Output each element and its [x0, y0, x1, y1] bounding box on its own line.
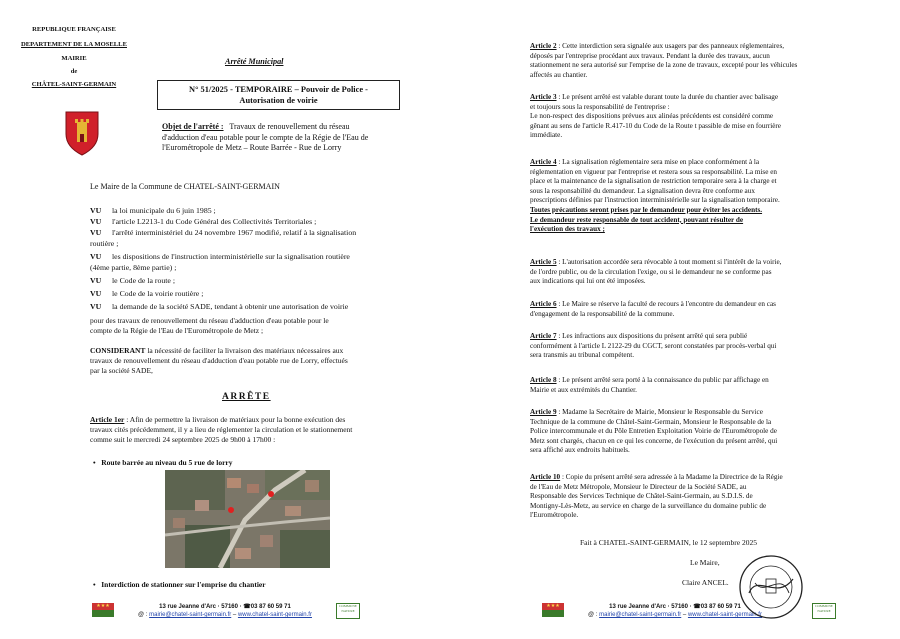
commune-nature-logo: COMMUNE NATURE: [812, 603, 836, 619]
letterhead-commune: CHÂTEL-SAINT-GERMAIN: [31, 81, 117, 88]
article-3-label: Article 3: [530, 93, 557, 101]
article-8-label: Article 8: [530, 376, 557, 384]
footer-email-link[interactable]: mairie@chatel-saint-germain.fr: [599, 612, 682, 618]
letterhead: [14, 26, 134, 90]
considerant-text: par la société SADE,: [90, 365, 153, 375]
warning-line: l'exécution des travaux ;: [530, 225, 605, 234]
bullet-road-closed-text: Route barrée au niveau du 5 rue de lorry: [101, 458, 233, 467]
footer-right: 13 rue Jeanne d'Arc · 57160 · ☎03 87 60 59 71 @ : mairie@chatel-saint-germain.fr – www.chatel-saint-germain.fr: [580, 603, 770, 619]
warning-line: Le demandeur reste responsable de tout accident, pouvant résulter de: [530, 215, 744, 224]
article-1-text: comme suit le mercredi 24 septembre 2025 de 9h00 à 17h00 :: [90, 434, 276, 444]
signature-place-date: Fait à CHATEL-SAINT-GERMAIN, le 12 septembre 2025: [580, 538, 757, 547]
bullet-no-parking-text: Interdiction de stationner sur l'emprise du chantier: [101, 580, 266, 589]
footer-email-link[interactable]: mairie@chatel-saint-germain.fr: [149, 612, 232, 618]
article-7-label: Article 7: [530, 332, 557, 340]
article-1-label: Article 1er: [90, 415, 125, 424]
aerial-map-image: [165, 470, 330, 568]
vu-list: VU la loi municipale du 6 juin 1985 ; VU l'article L2213-1 du Code Général des Collectivités Territoriales ; VU l'arrêté interministériel du 24 novembre 1967 modifié, relatif à la signalisation routière ; VU les dispositions de l'instruction interministérielle sur la signalisation routière (4ème partie, 8ème partie) ; VU le Code de la route ; VU le Code de la voirie routière ; VU la demande de la société SADE, tendant à obtenir une autorisation de voirie: [90, 206, 357, 311]
considerant-label: CONSIDERANT: [90, 346, 146, 355]
vu-tail-line: pour des travaux de renouvellement du réseau d'adduction d'eau potable pour le: [90, 316, 329, 325]
article-2: Article 2 : Cette interdiction sera signalée aux usagers par des panneaux réglementaires, déposés par l'entreprise procédant aux travaux. Pendant la durée des travaux, aucun stationnement ne sera autorisé sur l'emprise de la zone de travaux, excepté pour les véhicules affectés au chantier.: [530, 42, 798, 79]
aerial-map-drawing: [165, 470, 330, 568]
decree-type-label: Arrêté Municipal: [225, 57, 284, 66]
article-10-label: Article 10: [530, 473, 561, 481]
considerant-block: [90, 346, 420, 375]
footer-left: 13 rue Jeanne d'Arc · 57160 · ☎03 87 60 59 71 @ : mairie@chatel-saint-germain.fr – www.chatel-saint-germain.fr: [130, 603, 320, 619]
arrete-heading: ARRÊTE: [222, 392, 271, 402]
flowers-label-logo: ★★★: [542, 603, 564, 617]
article-10: Article 10 : Copie du présent arrêté sera adressée à la Madame la Directrice de la Régie de l'Eau de Metz Métropole, Monsieur le Directeur de la Société SADE, au Responsable des Services Technique de Châtel-Saint-Germain, au S.D.I.S. de Montigny-Lès-Metz, au service en charge de la surveillance du domaine public de l'Eurométropole.: [530, 473, 783, 520]
object-text-1: Travaux de renouvellement du réseau: [229, 122, 350, 131]
article-2-label: Article 2: [530, 42, 557, 50]
object-label: Objet de l'arrêté :: [162, 122, 224, 131]
article-5-label: Article 5: [530, 258, 557, 266]
signature-role: Le Maire,: [690, 558, 720, 567]
article-1: [90, 415, 420, 444]
article-4-label: Article 4: [530, 158, 557, 166]
signature-name: Claire ANCEL.: [682, 578, 729, 587]
considerant-text: la nécessité de faciliter la livraison des matériaux nécessaires aux: [147, 346, 344, 355]
article-7: Article 7 : Les infractions aux dispositions du présent arrêté qui sera publié conformément à l'article L 2122-29 du CGCT, seront constatées par procès-verbal qui sera transmis au tribunal compétent.: [530, 332, 777, 360]
decree-reference-line2: Autorisation de voirie: [239, 96, 318, 105]
decree-object: [162, 122, 422, 154]
official-stamp-icon: [737, 553, 805, 621]
article-3: Article 3 : Le présent arrêté est valable durant toute la durée du chantier avec balisage et toujours sous la responsabilité de l'entreprise : Le non-respect des dispositions prévues aux alinéas précédents est considéré comme gênant au sens de l'article R.417-10 du Code de la Route t passible de mise en fourrière immédiate.: [530, 93, 781, 140]
object-text-2: d'adduction d'eau potable pour le compte de la Régie de l'Eau de: [162, 132, 369, 142]
article-8: Article 8 : Le présent arrêté sera porté à la connaissance du public par affichage en Mairie et aux extrémités du Chantier.: [530, 376, 769, 394]
letterhead-de: de: [70, 67, 78, 75]
decree-reference-line1: N° 51/2025 - TEMPORAIRE – Pouvoir de Police -: [189, 85, 368, 94]
article-9-label: Article 9: [530, 408, 557, 416]
letterhead-mairie: MAIRIE: [61, 55, 87, 62]
footer-website-link[interactable]: www.chatel-saint-germain.fr: [687, 612, 762, 618]
decree-reference-box: [157, 80, 400, 110]
footer-website-link[interactable]: www.chatel-saint-germain.fr: [237, 612, 312, 618]
article-6-label: Article 6: [530, 300, 557, 308]
article-5: Article 5 : L'autorisation accordée sera révocable à tout moment si l'intérêt de la voirie, de l'ordre public, ou de la circulation l'exige, ou si le demandeur ne se conforme pas aux indications qui lui ont été imposées.: [530, 258, 782, 286]
vu-tail-line: compte de la Régie de l'Eau de l'Eurométropole de Metz ;: [90, 325, 264, 335]
letterhead-departement: DEPARTEMENT DE LA MOSELLE: [21, 40, 127, 48]
vu-tail: [90, 316, 420, 336]
bullet-road-closed: • Route barrée au niveau du 5 rue de lorry: [93, 458, 233, 467]
coat-of-arms-icon: [64, 110, 100, 156]
article-9: Article 9 : Madame la Secrétaire de Mairie, Monsieur le Responsable du Service Technique de la commune de Châtel-Saint-Germain, Monsieur le Responsable de la Police intercommunale et du Pôle Entretien Exploitation Voirie de l'Eurométropole de Metz sont chargés, chacun en ce qui les concerne, de l'exécution du présent arrêté, qui sera affiché aux endroits habituels.: [530, 408, 778, 455]
considerant-text: travaux de renouvellement du réseau d'adduction d'eau potable rue de Lorry, effectués: [90, 355, 348, 365]
flowers-label-logo: ★★★: [92, 603, 114, 617]
article-1-text: : Afin de permettre la livraison de matériaux pour la bonne exécution des: [126, 415, 346, 424]
commune-nature-logo: COMMUNE NATURE: [336, 603, 360, 619]
article-1-text: travaux cités précédemment, il y a lieu de réglementer la circulation et le stationnement: [90, 424, 353, 434]
letterhead-republique: REPUBLIQUE FRANÇAISE: [32, 26, 116, 33]
object-text-3: l'Eurométropole de Metz – Route Barrée - Rue de Lorry: [162, 143, 342, 152]
article-4: Article 4 : La signalisation réglementaire sera mise en place conformément à la réglementation en vigueur par l'entreprise et restera sous sa responsabilité. La mise en place et la maintenance de la signalisation de restriction temporaire sera à la charge et sous la responsabilité du demandeur. La signalisation devra être conforme aux prescriptions définies par l'instruction interministérielle sur la signalisation temporaire. Toutes précautions seront prises par le demandeur pour éviter les accidents. Le demandeur reste responsable de tout accident, pouvant résulter de l'exécution des travaux ;: [530, 158, 860, 235]
bullet-no-parking: • Interdiction de stationner sur l'emprise du chantier: [93, 580, 266, 589]
warning-line: Toutes précautions seront prises par le demandeur pour éviter les accidents.: [530, 205, 763, 214]
footer-address: 13 rue Jeanne d'Arc · 57160 · ☎03 87 60 59 71: [609, 604, 741, 610]
intro-line: Le Maire de la Commune de CHATEL-SAINT-GERMAIN: [90, 182, 280, 191]
footer-address: 13 rue Jeanne d'Arc · 57160 · ☎03 87 60 59 71: [159, 604, 291, 610]
right-page: [450, 0, 900, 639]
article-6: Article 6 : Le Maire se réserve la faculté de recours à l'encontre du demandeur en cas d'engagement de la responsabilité de la commune.: [530, 300, 776, 318]
